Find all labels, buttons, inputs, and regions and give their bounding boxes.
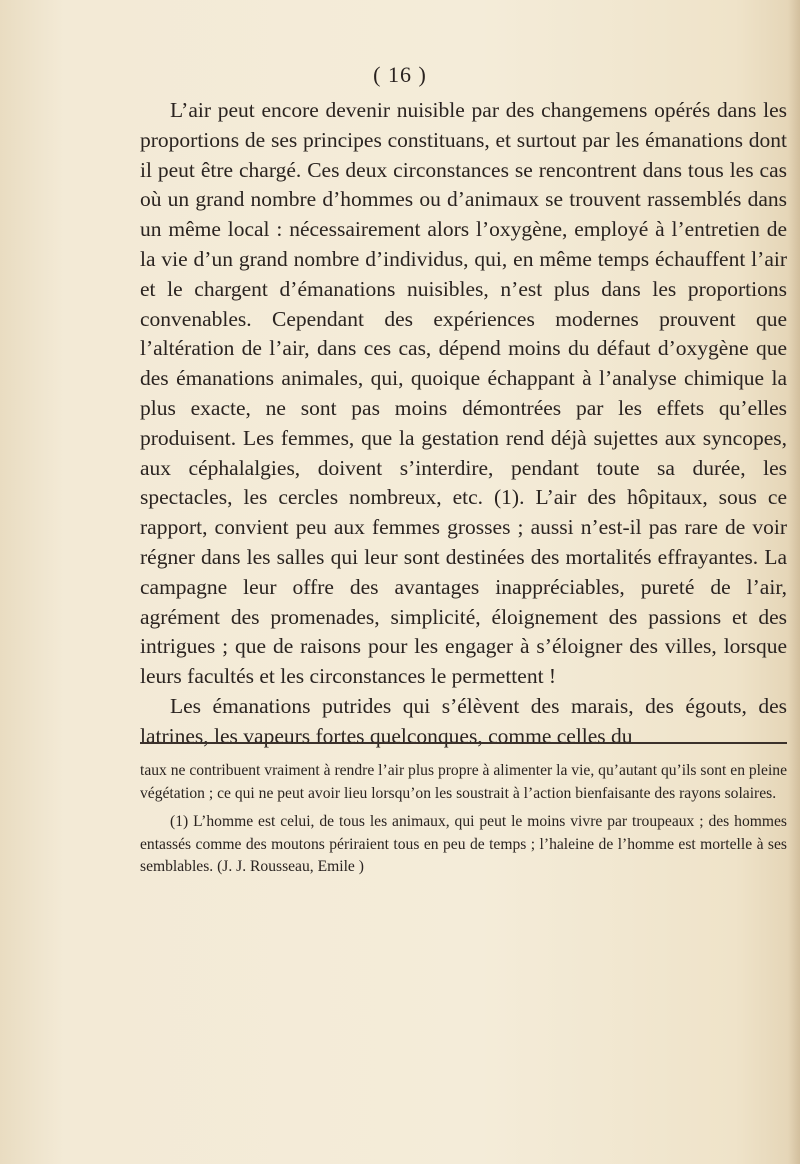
footnote-divider xyxy=(140,742,787,744)
footnotes xyxy=(140,760,787,879)
footnote-continuation: taux ne contribuent vraiment à rendre l’air plus propre à alimenter la vie, qu’autant qu’ils sont en pleine végétation ; ce qui ne peut avoir lieu lorsqu’on les soustrait à l’action bienfaisante des rayons solaires. xyxy=(140,762,787,802)
paragraph-2: Les émanations putrides qui s’élèvent des marais, des égouts, des latrines, les vapeurs fortes quelconques, comme celles du xyxy=(140,693,787,748)
main-text xyxy=(140,96,787,752)
page-number: ( 16 ) xyxy=(373,62,427,87)
paragraph-1: L’air peut encore devenir nuisible par des changemens opérés dans les proportions de ses principes constituans, et surtout par les émanations dont il peut être chargé. Ces deux circonstances se rencontrent dans tous les cas où un grand nombre d’hommes ou d’animaux se trouvent rassemblés dans un même local : nécessairement alors l’oxygène, employé à l’entretien de la vie d’un grand nombre d’individus, qui, en même temps échauffent l’air et le chargent d’émanations nuisibles, n’est plus dans les proportions convenables. Cependant des expériences modernes prouvent que l’altération de l’air, dans ces cas, dépend moins du défaut d’oxygène que des émanations animales, qui, quoique échappant à l’analyse chimique la plus exacte, ne sont pas moins démontrées par les effets qu’elles produisent. Les femmes, que la gestation rend déjà sujettes aux syncopes, aux céphalalgies, doivent s’interdire, pendant toute sa durée, les spectacles, les cercles nombreux, etc. (1). L’air des hôpitaux, sous ce rapport, convient peu aux femmes grosses ; aussi n’est-il pas rare de voir régner dans les salles qui leur sont destinées des mortalités effrayantes. La campagne leur offre des avantages inappréciables, pureté de l’air, agrément des promenades, simplicité, éloignement des passions et des intrigues ; que de raisons pour les engager à s’éloigner des villes, lorsque leurs facultés et les circonstances le permettent ! xyxy=(140,98,787,689)
page-edge-shadow xyxy=(788,0,800,1164)
footnote-1: (1) L’homme est celui, de tous les animaux, qui peut le moins vivre par troupeaux ; des hommes entassés comme des moutons périraient tous en peu de temps ; l’haleine de l’homme est mortelle à ses semblables. (J. J. Rousseau, Emile ) xyxy=(140,813,787,876)
